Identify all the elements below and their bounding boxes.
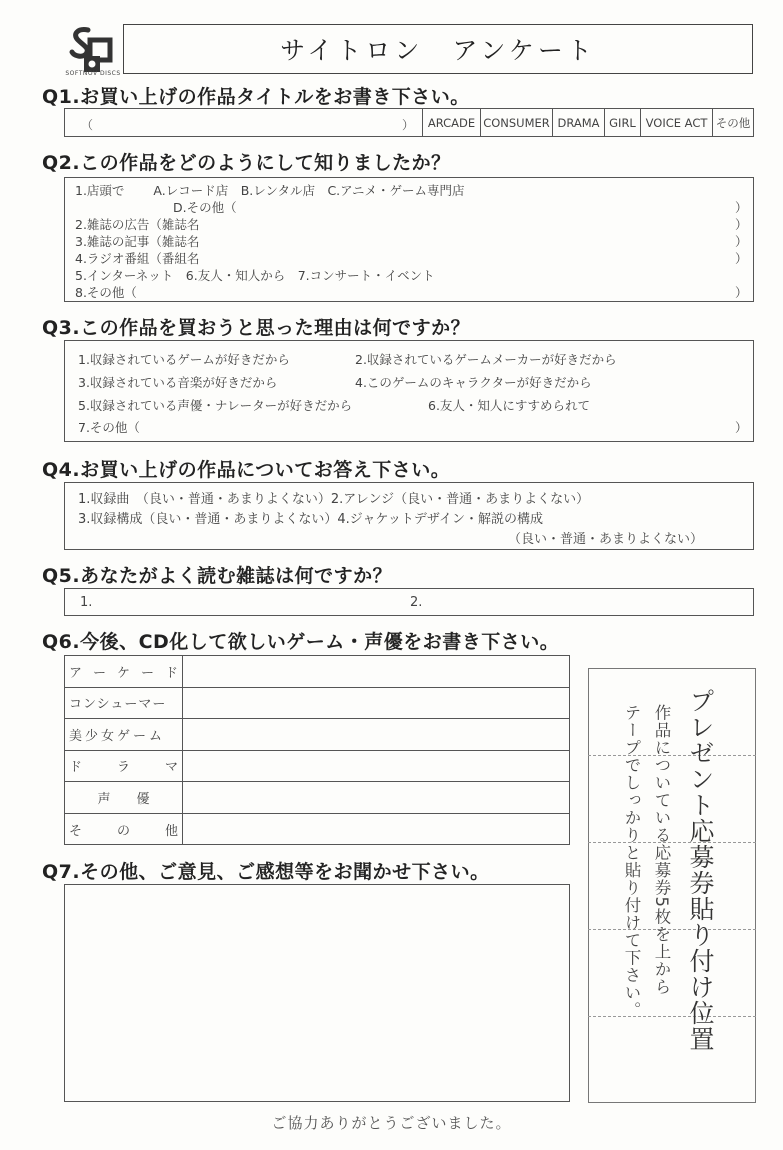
thanks-message: ご協力ありがとうございました。 (271, 1114, 512, 1132)
q2-close-paren-4: ） (735, 251, 748, 266)
q3-item-6[interactable]: 6.友人・知人にすすめられて (428, 398, 591, 413)
q1-title-field[interactable] (65, 109, 423, 136)
q3-close-paren: ） (735, 420, 748, 435)
q2-close-paren-2: ） (735, 217, 748, 232)
coupon-title: プレゼント応募券貼り付け位置 (686, 688, 715, 1052)
q1-answer-row (64, 108, 754, 137)
q1-category-arcade[interactable]: ARCADE (423, 109, 481, 136)
q2-line-4[interactable]: 4.ラジオ番組（番組名 (75, 251, 200, 266)
q6-row-drama[interactable] (65, 751, 569, 783)
q5-heading: Q5.あなたがよく読む雑誌は何ですか？ (42, 565, 393, 587)
q4-heading: Q4.お買い上げの作品についてお答え下さい。 (42, 459, 451, 481)
q6-row-voice-actor[interactable] (65, 782, 569, 814)
q1-category-other[interactable]: その他 (715, 115, 751, 130)
q7-comment-box[interactable] (64, 884, 570, 1102)
q3-item-1[interactable]: 1.収録されているゲームが好きだから (78, 352, 290, 367)
q1-category-voice-act[interactable]: VOICE ACT (641, 109, 713, 136)
q6-label-drama: ド ラ マ (65, 751, 183, 782)
q1-category-consumer[interactable]: CONSUMER (481, 109, 553, 136)
q3-item-2[interactable]: 2.収録されているゲームメーカーが好きだから (355, 352, 617, 367)
q6-row-other[interactable] (65, 814, 569, 846)
q2-heading: Q2.この作品をどのようにして知りましたか？ (42, 152, 451, 174)
q6-table (64, 655, 570, 845)
q2-close-paren-8: ） (735, 285, 748, 300)
q6-label-consumer: コンシューマー (65, 688, 183, 719)
q1-close-paren: ） (401, 118, 414, 132)
q2-line-8[interactable]: 8.その他（ (75, 285, 137, 300)
q5-answer-box[interactable] (64, 588, 754, 616)
q3-heading: Q3.この作品を買おうと思った理由は何ですか？ (42, 317, 471, 339)
page-title: サイトロン アンケート (123, 24, 753, 74)
q5-slot-1[interactable]: 1. (80, 595, 93, 610)
q2-close-paren-3: ） (735, 234, 748, 249)
coupon-note (616, 704, 676, 1084)
q1-open-paren: （ (81, 118, 94, 132)
q2-close-paren-1: ） (735, 200, 748, 215)
q1-category-girl[interactable]: GIRL (605, 109, 641, 136)
q6-row-bishoujo[interactable] (65, 719, 569, 751)
q1-heading: Q1.お買い上げの作品タイトルをお書き下さい。 (42, 86, 470, 108)
q3-item-3[interactable]: 3.収録されている音楽が好きだから (78, 375, 278, 390)
q4-line-1[interactable]: 1.収録曲 （良い・普通・あまりよくない）2.アレンジ（良い・普通・あまりよくない） (78, 492, 590, 507)
q6-row-consumer[interactable] (65, 688, 569, 720)
q2-line-1[interactable]: 1.店頭で A.レコード店 B.レンタル店 C.アニメ・ゲーム専門店 (75, 183, 465, 198)
q6-row-arcade[interactable] (65, 656, 569, 688)
q1-category-drama[interactable]: DRAMA (553, 109, 605, 136)
coupon-note-line-2: テープでしっかりと貼り付けて下さい。 (622, 704, 641, 1019)
q5-slot-2[interactable]: 2. (410, 595, 423, 610)
q6-heading: Q6.今後、CD化して欲しいゲーム・声優をお書き下さい。 (42, 631, 560, 653)
q3-item-7[interactable]: 7.その他（ (78, 420, 140, 435)
q6-label-arcade: ア ー ケ ー ド (65, 656, 183, 687)
q3-item-5[interactable]: 5.収録されている声優・ナレーターが好きだから (78, 398, 353, 413)
q6-label-voice-actor: 声 優 (65, 782, 183, 813)
q2-line-1d[interactable]: D.その他（ (173, 200, 237, 215)
coupon-note-line-1: 作品についている応募券5枚を上から (652, 704, 671, 996)
q4-line-2[interactable]: 3.収録構成（良い・普通・あまりよくない）4.ジャケットデザイン・解説の構成 (78, 512, 543, 527)
q4-line-3[interactable]: （良い・普通・あまりよくない） (508, 532, 704, 547)
q2-line-2[interactable]: 2.雑誌の広告（雑誌名 (75, 217, 200, 232)
q7-heading: Q7.その他、ご意見、ご感想等をお聞かせ下さい。 (42, 861, 490, 883)
q2-line-5[interactable]: 5.インターネット 6.友人・知人から 7.コンサート・イベント (75, 268, 435, 283)
q6-label-bishoujo: 美少女ゲーム (65, 719, 183, 750)
q2-line-3[interactable]: 3.雑誌の記事（雑誌名 (75, 234, 200, 249)
q3-item-4[interactable]: 4.このゲームのキャラクターが好きだから (355, 375, 592, 390)
logo-subtitle: SOFTNOV DISCS (65, 70, 121, 77)
q6-label-other: そ の 他 (65, 814, 183, 846)
